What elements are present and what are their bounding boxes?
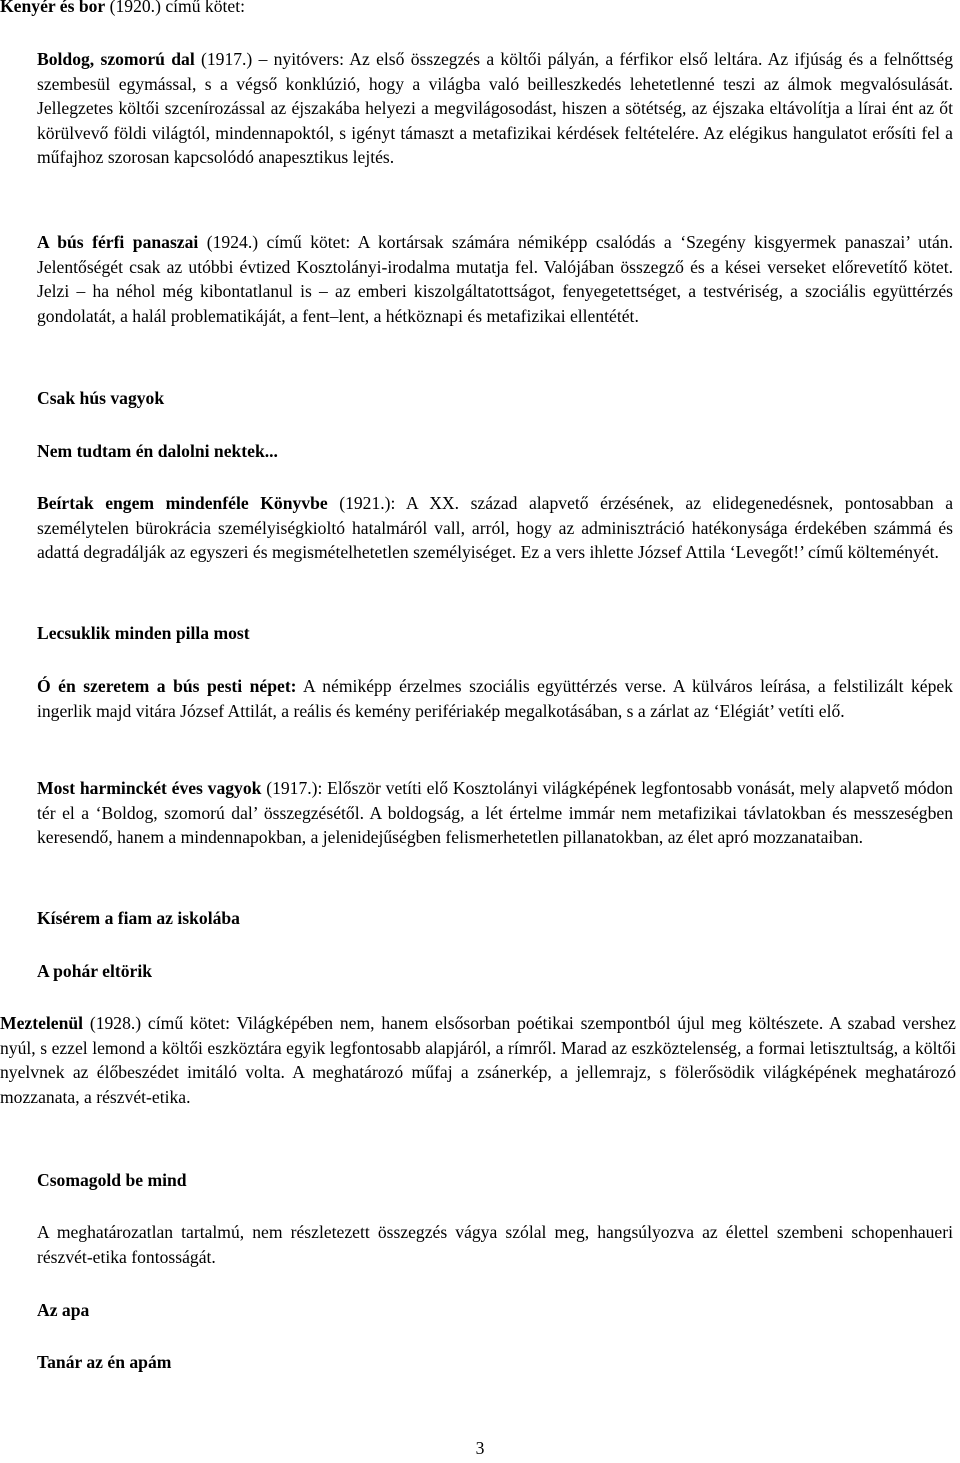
section-title: Az apa — [37, 1300, 90, 1320]
heading-csomagold-be-mind — [37, 1168, 953, 1193]
section-title: Boldog, szomorú dal — [37, 49, 195, 69]
section-a-bus-ferfi-panaszai — [37, 230, 953, 328]
section-title: Beírtak engem mindenféle Könyvbe — [37, 493, 328, 513]
heading-tanar-az-en-apam — [37, 1350, 953, 1375]
section-title: Nem tudtam én dalolni nektek... — [37, 441, 278, 461]
paragraph-csomagold-description — [37, 1220, 953, 1269]
section-title: Most harminckét éves vagyok — [37, 778, 262, 798]
section-text: A némiképp érzelmes szociális együttérzés verse. A külváros leírása, a felstilizált képek ingerlik majd vitára József Attilát, a reális és kemény perifériakép megalkotásában, s a zárlat az ‘Elégiát’ vetíti elő. — [37, 676, 953, 721]
section-title: Meztelenül — [0, 1013, 84, 1033]
section-title: Tanár az én apám — [37, 1352, 172, 1372]
heading-lecsuklik — [37, 621, 953, 646]
section-beirtak-engem — [37, 491, 953, 565]
heading-kiserem — [37, 906, 953, 931]
heading-a-pohar-eltorik — [37, 959, 953, 984]
section-title: Ó én szeretem a bús pesti népet: — [37, 676, 297, 696]
page-number: 3 — [475, 1438, 485, 1458]
section-title: Kísérem a fiam az iskolába — [37, 908, 240, 928]
section-kenyer-es-bor — [0, 0, 960, 19]
section-text: (1917.): Először vetíti elő Kosztolányi világképének legfontosabb vonását, mely alapvető módon tér el a ‘Boldog, szomorú dal’ összegzésétől. A boldogság, a lét értelme immár nem metafizikai távlatokban és messzeségben keresendő, hanem a mindennapokban, a jelenidejűségben felismerhetetlen pillanatokban, az élet apró mozzanataiban. — [37, 778, 953, 848]
heading-az-apa — [37, 1298, 953, 1323]
section-title: A bús férfi panaszai — [37, 232, 199, 252]
section-title: Lecsuklik minden pilla most — [37, 623, 250, 643]
heading-csak-hus-vagyok — [37, 386, 953, 411]
section-meztelenul — [0, 1011, 956, 1109]
section-title: Csomagold be mind — [37, 1170, 187, 1190]
section-text: A meghatározatlan tartalmú, nem részletezett összegzés vágya szólal meg, hangsúlyozva az élettel szembeni schopenhaueri részvét-etika fontosságát. — [37, 1222, 953, 1267]
section-most-harminckét — [37, 776, 953, 850]
section-text: (1928.) című kötet: Világképében nem, hanem elsősorban poétikai szempontból újul meg költészete. A szabad vershez nyúl, s ezzel lemond a költői eszköztára egyik legfontosabb alapjáról, a rímről. Marad az eszköztelenség, a formai letisztultság, a költői nyelvnek az élőbeszédet imitáló volta. A meghatározó műfaj a zsánerkép, a jellemrajz, s fölerősödik világképének meghatározó mozzanata, a részvét-etika. — [0, 1013, 956, 1107]
section-title: A pohár eltörik — [37, 961, 153, 981]
section-text: (1921.): A XX. század alapvető érzésének, az elidegenedésnek, pontosabban a személytelen bürokrácia személyiségkioltó hatalmáról vall, arról, hogy az adminisztráció hatékonysága érdekében számmá és adattá degradálják az egyszeri és megismételhetetlen személyiséget. Ez a vers ihlette József Attila ‘Levegőt!’ című költeményét. — [37, 493, 953, 563]
section-title: Csak hús vagyok — [37, 388, 165, 408]
section-o-en-szeretem — [37, 674, 953, 723]
heading-nem-tudtam — [37, 439, 953, 464]
section-title: Kenyér és bor — [0, 0, 106, 16]
section-boldog-szomoru-dal — [37, 47, 953, 170]
section-text: (1924.) című kötet: A kortársak számára némiképp csalódás a ‘Szegény kisgyermek panaszai’ után. Jelentőségét csak az utóbbi évtized Kosztolányi-irodalma mutatja fel. Valójában összegző és a kései verseket előrevetítő kötet. Jelzi – ha néhol még kibontatlanul is – az emberi kiszolgáltatottságot, fenyegetettséget, a testvériség, a szociális együttérzés gondolatát, a halál problematikáját, a fent–lent, a hétköznapi és metafizikai ellentétét. — [37, 232, 953, 326]
section-text: (1920.) című kötet: — [105, 0, 245, 16]
section-text: (1917.) – nyitóvers: Az első összegzés a költői pályán, a férfikor első leltára. Az ifjúság és a felnőttség szembesül egymással, s a végső konklúzió, hogy a világba való beilleszkedés lehetetlenné teszi az álmok megvalósulását. Jellegzetes költői szcenírozással az éjszakába helyezi a megvilágosodást, hiszen a sötétség, az éjszaka eltávolítja a lírai ént az őt körülvevő földi világtól, mindennapoktól, s igényt támaszt a metafizikai kérdések feltételére. Az elégikus hangulatot erősíti fel a műfajhoz szorosan kapcsolódó anapesztikus lejtés. — [37, 49, 953, 168]
